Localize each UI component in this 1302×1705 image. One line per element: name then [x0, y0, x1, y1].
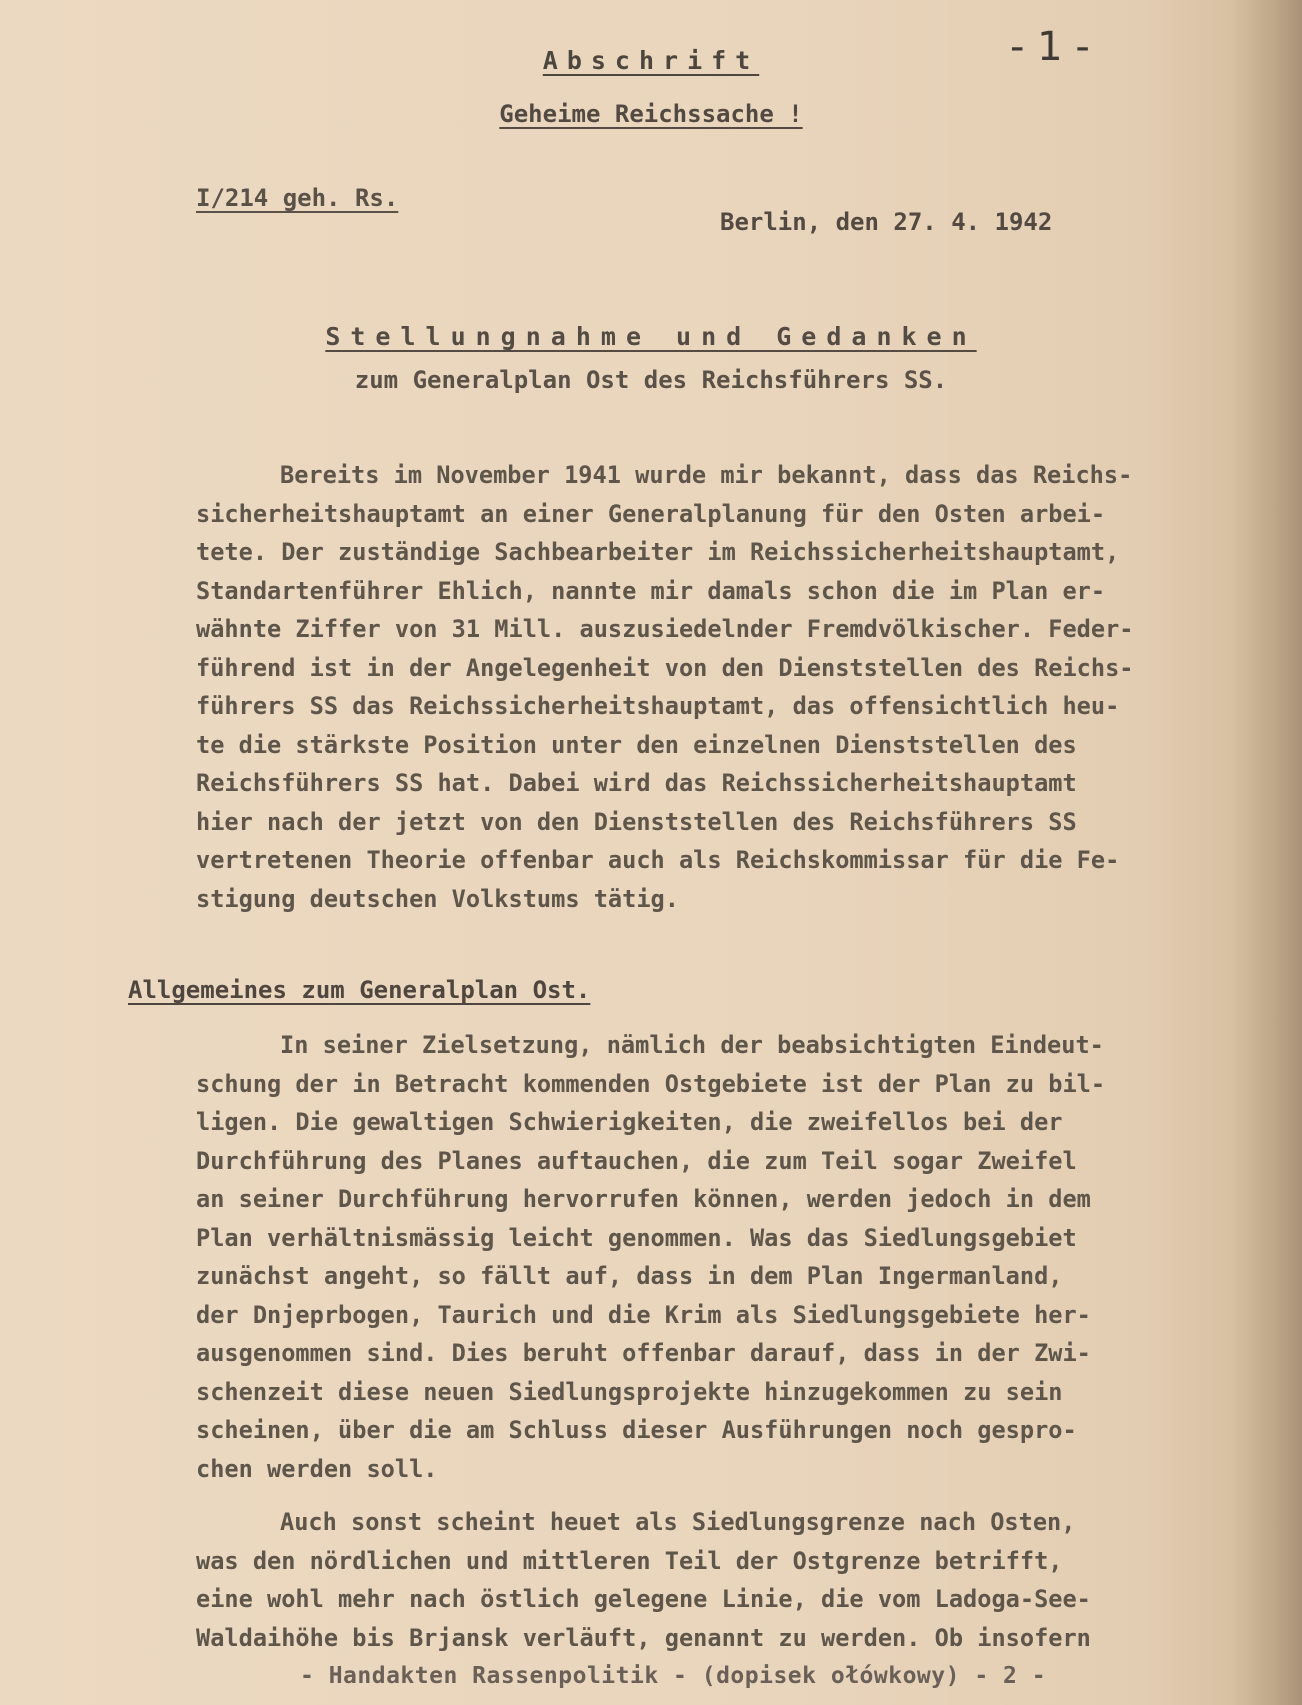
text-line: In seiner Zielsetzung, nämlich der beabsichtigten Eindeut- [280, 1031, 1104, 1059]
text-line: stigung deutschen Volkstums tätig. [196, 884, 679, 913]
text-line: scheinen, über die am Schluss dieser Ausführungen noch gespro- [196, 1416, 1077, 1444]
text-line: sicherheitshauptamt an einer Generalplanung für den Osten arbei- [196, 499, 1106, 528]
text-line: te die stärkste Position unter den einzelnen Dienststellen des [196, 730, 1077, 759]
text-line: schenzeit diese neuen Siedlungsprojekte hinzugekommen zu sein [196, 1377, 1063, 1406]
text-line: Waldaihöhe bis Brjansk verläuft, genannt zu werden. Ob insofern [196, 1623, 1091, 1652]
text-line: Durchführung des Planes auftauchen, die zum Teil sogar Zweifel [196, 1146, 1077, 1175]
text-line: was den nördlichen und mittleren Teil der Ostgrenze betrifft, [196, 1546, 1063, 1575]
text-line: ausgenommen sind. Dies beruht offenbar darauf, dass in der Zwi- [196, 1339, 1091, 1367]
text-line: an seiner Durchführung hervorrufen können, werden jedoch in dem [196, 1185, 1091, 1213]
text-line: vertretenen Theorie offenbar auch als Reichskommissar für die Fe- [196, 846, 1120, 874]
text-line: schung der in Betracht kommenden Ostgebiete ist der Plan zu bil- [196, 1069, 1106, 1098]
text-line: Bereits im November 1941 wurde mir bekannt, dass das Reichs- [280, 461, 1133, 489]
page-number: - 1 - [1010, 24, 1090, 70]
paragraph-2 [196, 1026, 1266, 1488]
place-date: Berlin, den 27. 4. 1942 [720, 208, 1053, 236]
text-line: zunächst angeht, so fällt auf, dass in dem Plan Ingermanland, [196, 1262, 1063, 1290]
text-line: führers SS das Reichssicherheitshauptamt, das offensichtlich heu- [196, 692, 1120, 720]
reference-number: I/214 geh. Rs. [196, 184, 399, 212]
main-heading: Stellungnahme und Gedanken [325, 322, 977, 351]
footer-note: - Handakten Rassenpolitik - (dopisek ołówkowy) - 2 - [300, 1663, 1047, 1689]
text-line: Plan verhältnismässig leicht genommen. Was das Siedlungsgebiet [196, 1223, 1077, 1252]
classification-label: Geheime Reichssache ! [499, 100, 803, 128]
paragraph-3 [196, 1503, 1266, 1657]
text-line: chen werden soll. [196, 1454, 438, 1483]
text-line: wähnte Ziffer von 31 Mill. auszusiedelnder Fremdvölkischer. Feder- [196, 615, 1134, 643]
main-subheading: zum Generalplan Ost des Reichsführers SS. [354, 366, 948, 394]
text-line: eine wohl mehr nach östlich gelegene Linie, die vom Ladoga-See- [196, 1585, 1091, 1613]
section-heading: Allgemeines zum Generalplan Ost. [128, 976, 591, 1004]
text-line: tete. Der zuständige Sachbearbeiter im Reichssicherheitshauptamt, [196, 538, 1120, 566]
text-line: der Dnjeprbogen, Taurich und die Krim als Siedlungsgebiete her- [196, 1300, 1091, 1329]
text-line: Standartenführer Ehlich, nannte mir damals schon die im Plan er- [196, 576, 1106, 605]
text-line: Reichsführers SS hat. Dabei wird das Reichssicherheitshauptamt [196, 769, 1077, 797]
text-line: ligen. Die gewaltigen Schwierigkeiten, die zweifellos bei der [196, 1108, 1063, 1136]
paragraph-1 [196, 456, 1266, 918]
text-line: Auch sonst scheint heuet als Siedlungsgrenze nach Osten, [280, 1508, 1076, 1536]
text-line: hier nach der jetzt von den Dienststellen des Reichsführers SS [196, 807, 1077, 836]
document-title: Abschrift [542, 46, 760, 75]
text-line: führend ist in der Angelegenheit von den Dienststellen des Reichs- [196, 653, 1134, 682]
